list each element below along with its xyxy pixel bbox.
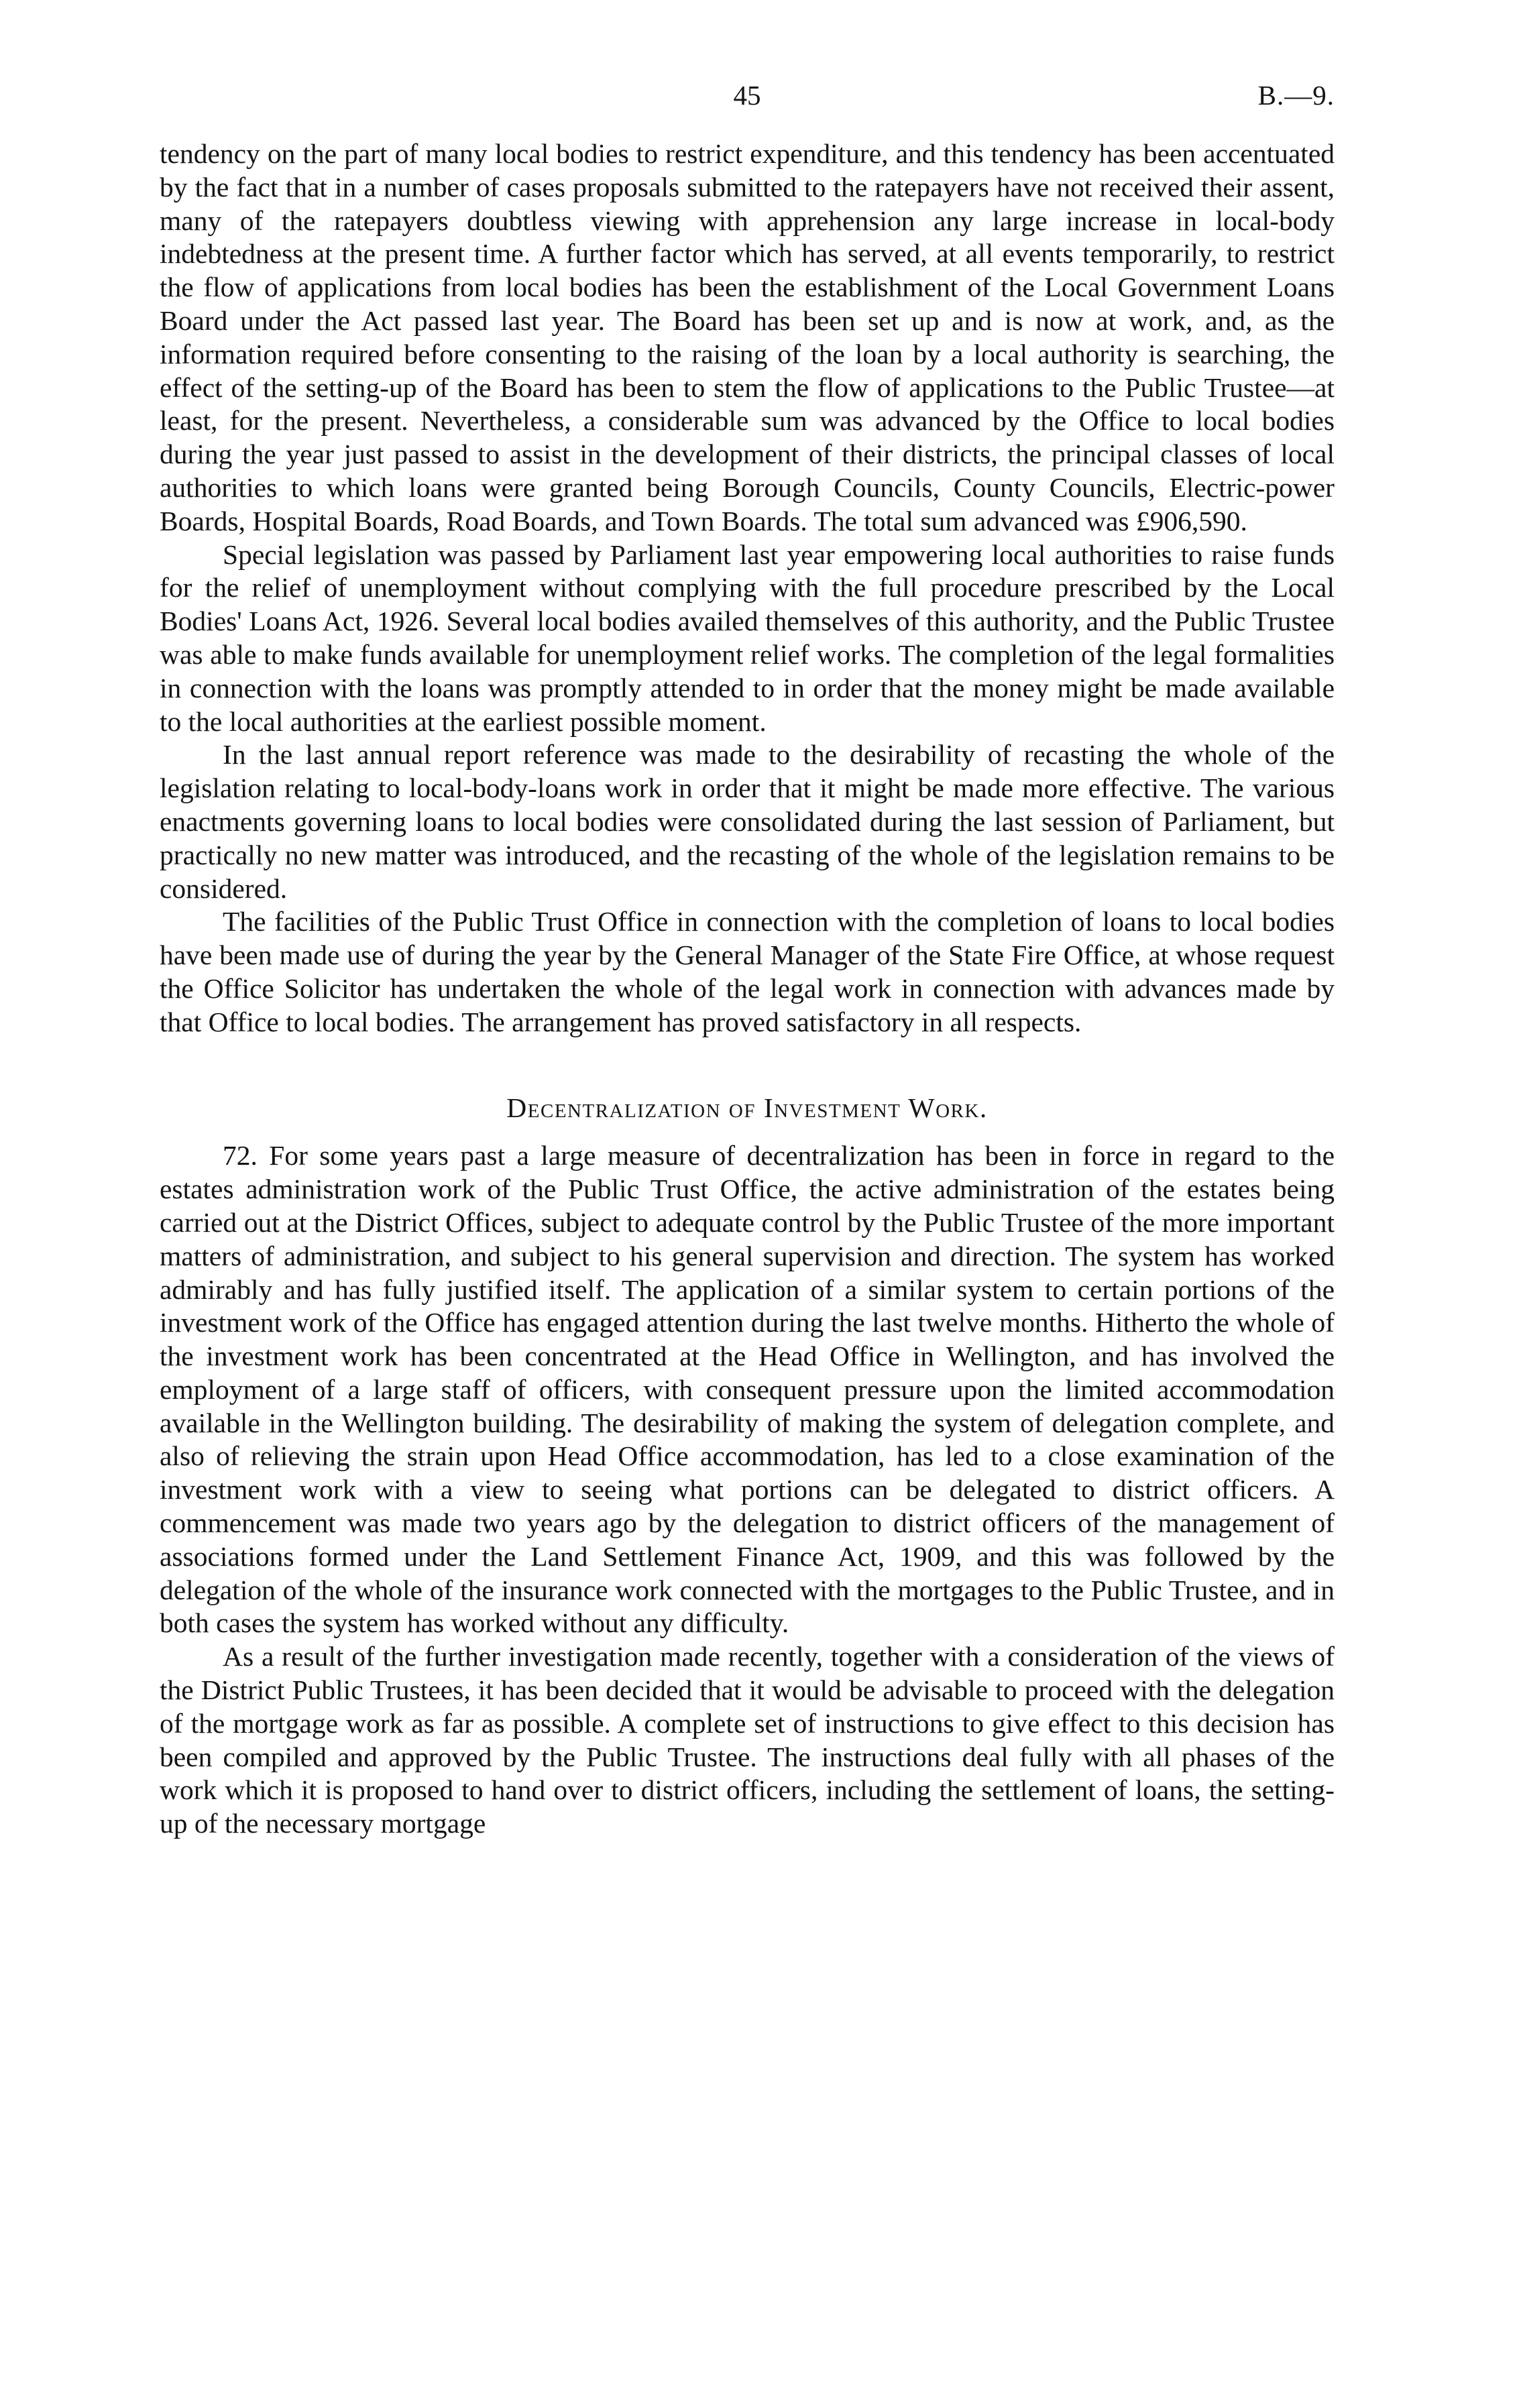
paragraph-facilities: The facilities of the Public Trust Office in connection with the completion of loans to local bodies have been made use of during the year by the General Manager of the State Fire Office, at whose request the Office Solicitor has undertaken the whole of the legal work in connection with advances made by that Office to local bodies. The arrangement has proved satisfactory in all respects. [160,906,1335,1037]
page-header [160,79,1335,119]
document-reference: B.—9. [1257,80,1335,111]
paragraph-72: 72. For some years past a large measure of decentralization has been in force in regard to the estates administration work of the Public Trust Office, the active administration of the estates being carried out at the District Offices, subject to adequate control by the Public Trustee of the more important matters of administration, and subject to his general supervision and direction. The system has worked admirably and has fully justified itself. The application of a similar system to certain portions of the investment work of the Office has engaged attention during the last twelve months. Hitherto the whole of the investment work has been concentrated at the Head Office in Wellington, and has involved the employment of a large staff of officers, with consequent pressure upon the limited accommodation available in the Wellington building. The desirability of making the system of delegation complete, and also of relieving the strain upon Head Office accommodation, has led to a close examination of the investment work with a view to seeing what portions can be delegated to district officers. A commencement was made two years ago by the delegation to district officers of the management of associations formed under the Land Settlement Finance Act, 1909, and this was followed by the delegation of the whole of the insurance work connected with the mortgages to the Public Trustee, and in both cases the system has worked without any difficulty. [160,1140,1335,1639]
section-heading: Decentralization of Investment Work. [506,1092,988,1123]
paragraph-annual-report: In the last annual report reference was made to the desirability of recasting the whole of the legislation relating to local-body-loans work in order that it might be made more effective. The various enactments governing loans to local bodies were consolidated during the last session of Parliament, but practically no new matter was introduced, and the recasting of the whole of the legislation remains to be considered. [160,739,1335,904]
paragraph-further-investigation: As a result of the further investigation made recently, together with a consideration of the views of the District Public Trustees, it has been decided that it would be advisable to proceed with the delegation of the mortgage work as far as possible. A complete set of instructions to give effect to this decision has been compiled and approved by the Public Trustee. The instructions deal fully with all phases of the work which it is proposed to hand over to district officers, including the settlement of loans, the setting-up of the necessary mortgage [160,1641,1335,1839]
body-text [160,137,1335,1841]
page-number: 45 [733,80,761,111]
paragraph-continued: tendency on the part of many local bodies to restrict expenditure, and this tendency has been accentuated by the fact that in a number of cases proposals submitted to the ratepayers have not received their assent, many of the ratepayers doubtless viewing with apprehension any large increase in local-body indebtedness at the present time. A further factor which has served, at all events temporarily, to restrict the flow of applications from local bodies has been the establishment of the Local Government Loans Board under the Act passed last year. The Board has been set up and is now at work, and, as the information required before consenting to the raising of the loan by a local authority is searching, the effect of the setting-up of the Board has been to stem the flow of applications to the Public Trustee—at least, for the present. Nevertheless, a considerable sum was advanced by the Office to local bodies during the year just passed to assist in the development of their districts, the principal classes of local authorities to which loans were granted being Borough Councils, County Councils, Electric-power Boards, Hospital Boards, Road Boards, and Town Boards. The total sum advanced was £906,590. [160,138,1335,536]
paragraph-special-legislation: Special legislation was passed by Parliament last year empowering local authorities to raise funds for the relief of unemployment without complying with the full procedure prescribed by the Local Bodies' Loans Act, 1926. Several local bodies availed themselves of this authority, and the Public Trustee was able to make funds available for unemployment relief works. The completion of the legal formalities in connection with the loans was promptly attended to in order that the money might be made available to the local authorities at the earliest possible moment. [160,538,1335,737]
